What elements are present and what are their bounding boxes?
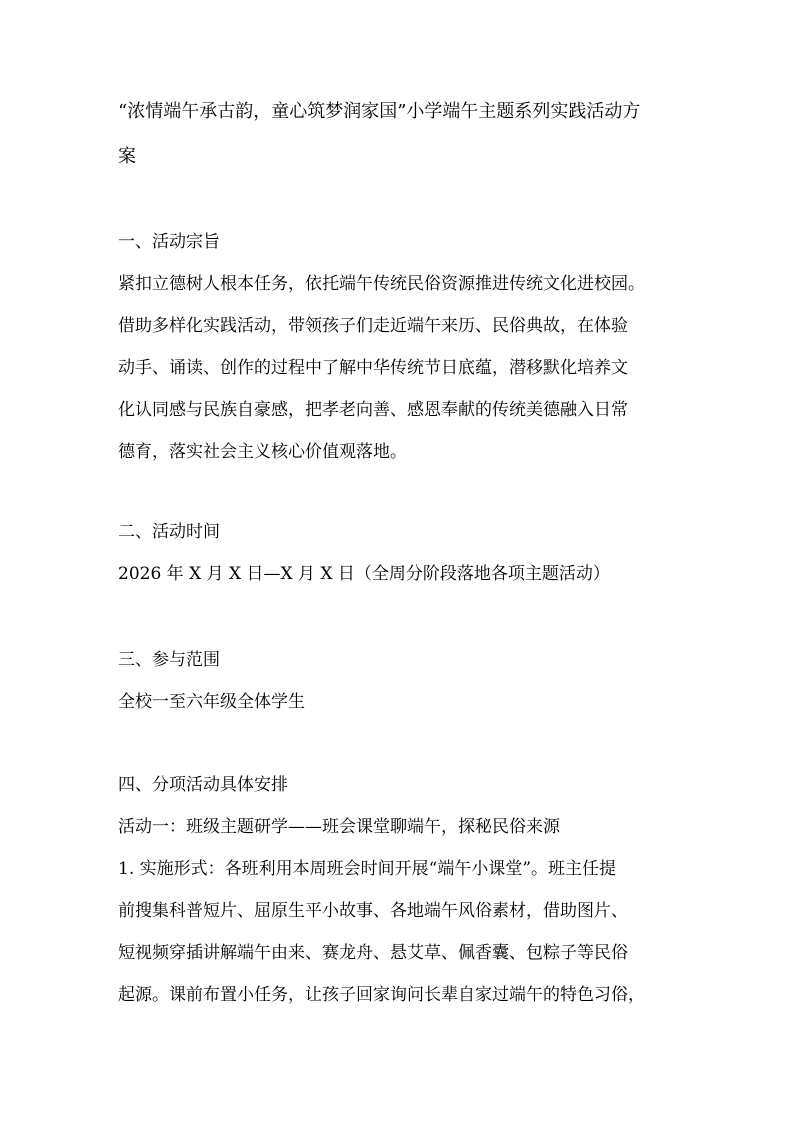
section-4-line-1: 活动一：班级主题研学——班会课堂聊端午，探秘民俗来源 <box>118 817 560 837</box>
section-4-line-3: 前搜集科普短片、屈原生平小故事、各地端午风俗素材，借助图片、 <box>118 901 628 921</box>
section-1-line-5: 德育，落实社会主义核心价值观落地。 <box>118 442 407 462</box>
section-2-line-1: 2026 年 X 月 X 日—X 月 X 日（全周分阶段落地各项主题活动） <box>118 564 610 584</box>
section-4-heading: 四、分项活动具体安排 <box>118 775 288 795</box>
section-1-line-4: 化认同感与民族自豪感，把孝老向善、感恩奉献的传统美德融入日常 <box>118 400 628 420</box>
section-3-heading: 三、参与范围 <box>118 650 220 670</box>
document-title-line-2: 案 <box>118 146 136 167</box>
section-2-heading: 二、活动时间 <box>118 522 220 542</box>
section-4-line-5: 起源。课前布置小任务，让孩子回家询问长辈自家过端午的特色习俗， <box>118 985 645 1005</box>
document-title-line-1: “浓情端午承古韵，童心筑梦润家国”小学端午主题系列实践活动方 <box>118 101 641 122</box>
section-1-line-3: 动手、诵读、创作的过程中了解中华传统节日底蕴，潜移默化培养文 <box>118 358 628 378</box>
section-4-line-2: 1. 实施形式：各班利用本周班会时间开展“端午小课堂”。班主任提 <box>118 859 617 879</box>
section-1-heading: 一、活动宗旨 <box>118 232 220 252</box>
section-1-line-1: 紧扣立德树人根本任务，依托端午传统民俗资源推进传统文化进校园。 <box>118 274 645 294</box>
section-1-line-2: 借助多样化实践活动，带领孩子们走近端午来历、民俗典故，在体验 <box>118 316 628 336</box>
section-4-line-4: 短视频穿插讲解端午由来、赛龙舟、悬艾草、佩香囊、包粽子等民俗 <box>118 943 628 963</box>
section-3-line-1: 全校一至六年级全体学生 <box>118 692 305 712</box>
